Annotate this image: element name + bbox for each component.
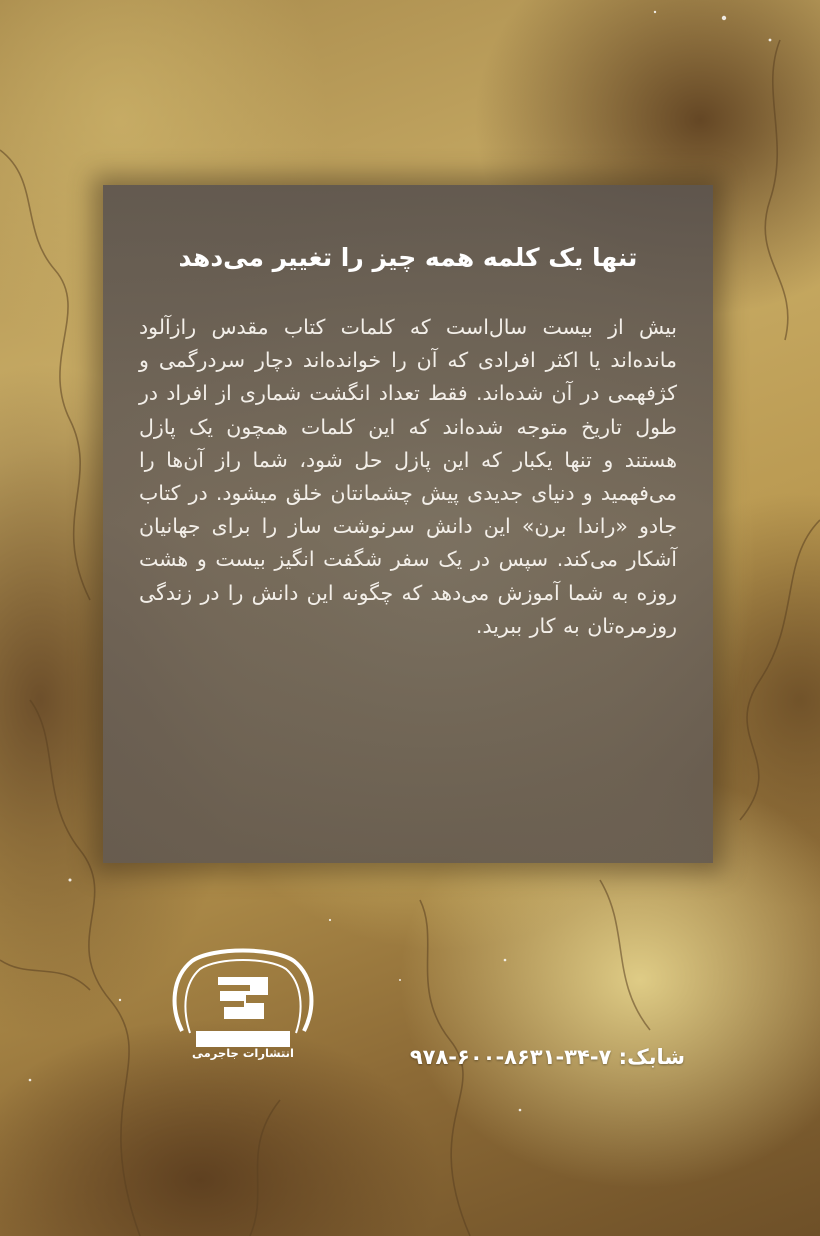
blurb-panel xyxy=(103,185,713,863)
isbn-label: شابک: ۷-۳۴-۸۶۳۱-۶۰۰-۹۷۸ xyxy=(409,1045,685,1069)
publisher-logo-icon xyxy=(168,947,318,1047)
publisher-logo xyxy=(168,947,318,1077)
headline: تنها یک کلمه همه چیز را تغییر می‌دهد xyxy=(178,243,638,272)
blurb-text: بیش از بیست سال‌است که کلمات کتاب مقدس رازآلود مانده‌اند یا اکثر افرادی که آن را خوانده‌اند دچار سردرگمی و کژفهمی در آن شده‌اند. فقط تعداد انگشت شماری از افراد در طول تاریخ متوجه شده‌اند که این کلمات همچون یک پازل هستند و تنها یکبار که این پازل حل شود، شما راز آن‌ها را می‌فهمید و دنیای جدیدی پیش چشمانتان خلق میشود. در کتاب جادو «راندا برن» این دانش سرنوشت ساز را برای جهانیان آشکار می‌کند. سپس در یک سفر شگفت انگیز بیست و هشت روزه به شما آموزش می‌دهد که چگونه این دانش را در زندگی روزمره‌تان به کار ببرید. xyxy=(139,315,677,638)
publisher-name: انتشارات جاجرمی xyxy=(192,1046,294,1060)
